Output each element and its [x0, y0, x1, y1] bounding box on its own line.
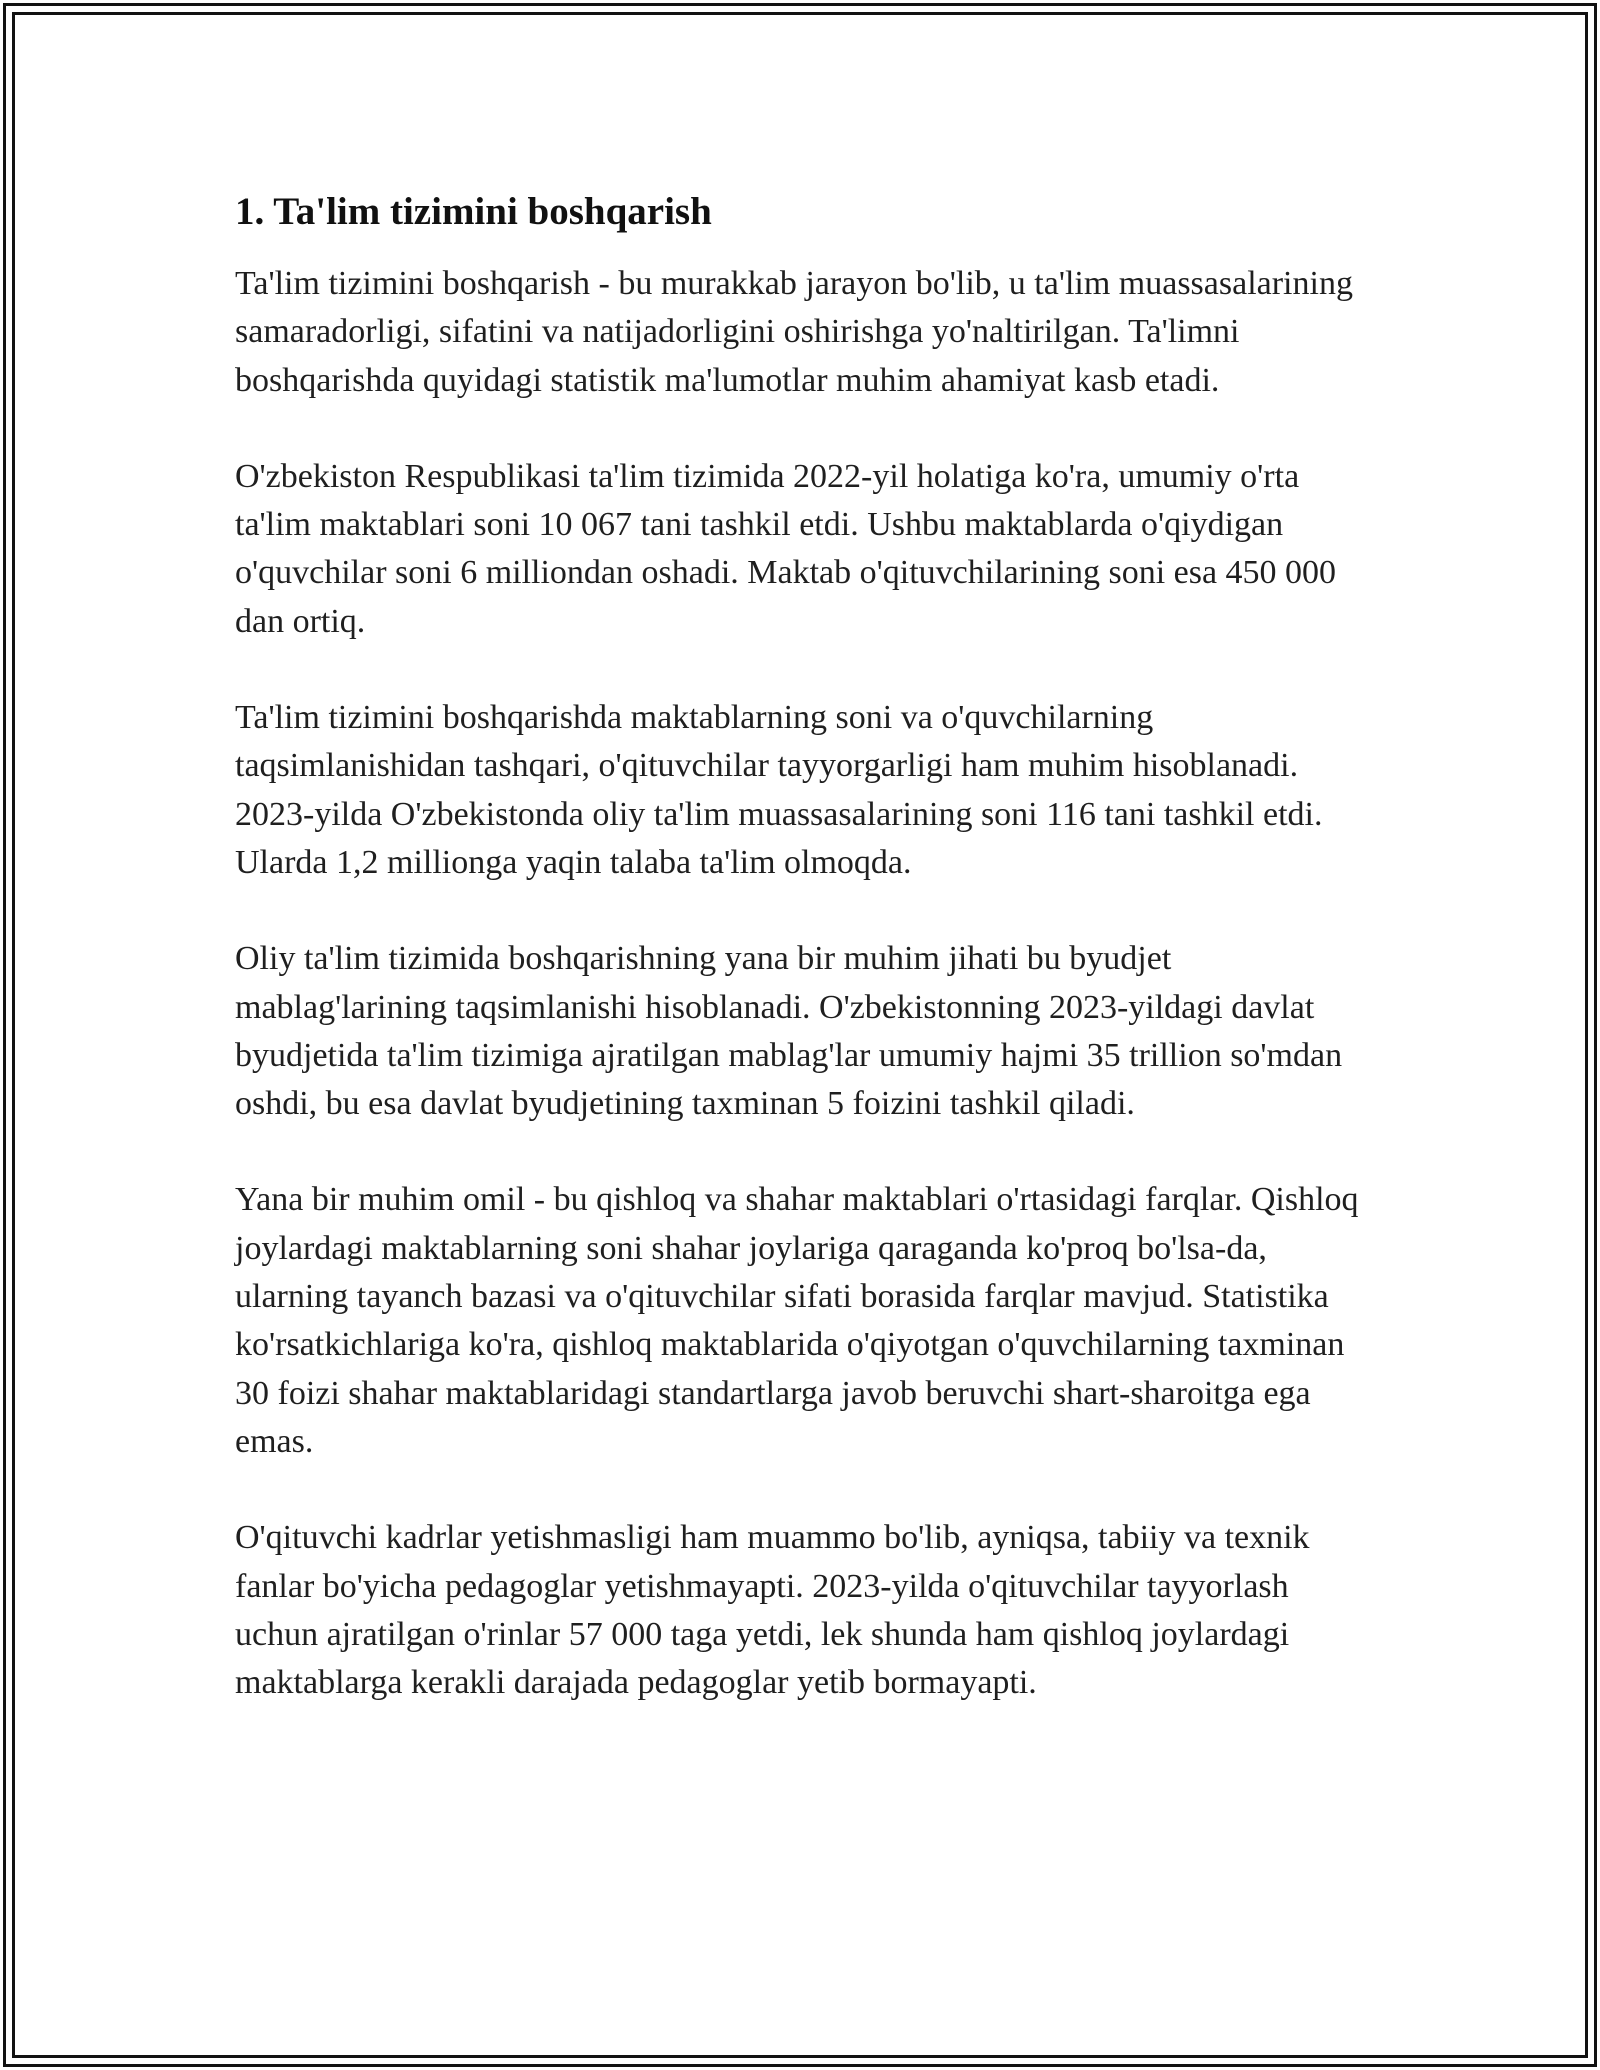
paragraph-rural-urban: Yana bir muhim omil - bu qishloq va shahar maktablari o'rtasidagi farqlar. Qishloq joylardagi maktablarning soni shahar joylariga qaraganda ko'proq bo'lsa-da, ularning tayanch bazasi va o'qituvchilar sifati borasida farqlar mavjud. Statistika ko'rsatkichlariga ko'ra, qishloq maktablarida o'qiyotgan o'quvchilarning taxminan 30 foizi shahar maktablaridagi standartlarga javob beruvchi shart-sharoitga ega emas.: [235, 1181, 1359, 1460]
paragraph-budget: Oliy ta'lim tizimida boshqarishning yana bir muhim jihati bu byudjet mablag'larining taqsimlanishi hisoblanadi. O'zbekistonning 2023-yildagi davlat byudjetida ta'lim tizimiga ajratilgan mablag'lar umumiy hajmi 35 trillion so'mdan oshdi, bu esa davlat byudjetining taxminan 5 foizini tashkil qiladi.: [235, 940, 1343, 1123]
paragraph-intro: Ta'lim tizimini boshqarish - bu murakkab jarayon bo'lib, u ta'lim muassasalarining samaradorligi, sifatini va natijadorligini oshirishga yo'naltirilgan. Ta'limni boshqarishda quyidagi statistik ma'lumotlar muhim ahamiyat kasb etadi.: [235, 265, 1353, 399]
paragraph-higher-education: Ta'lim tizimini boshqarishda maktablarning soni va o'quvchilarning taqsimlanishidan tashqari, o'qituvchilar tayyorgarligi ham muhim hisoblanadi. 2023-yilda O'zbekistonda oliy ta'lim muassasalarining soni 116 tani tashkil etdi. Ularda 1,2 millionga yaqin talaba ta'lim olmoqda.: [235, 699, 1323, 881]
paragraph-school-statistics: O'zbekiston Respublikasi ta'lim tizimida 2022-yil holatiga ko'ra, umumiy o'rta ta'lim maktablari soni 10 067 tani tashkil etdi. Ushbu maktablarda o'qiydigan o'quvchilar soni 6 milliondan oshadi. Maktab o'qituvchilarining soni esa 450 000 dan ortiq.: [235, 457, 1337, 640]
document-body: [235, 186, 1365, 1755]
paragraph-teacher-shortage: O'qituvchi kadrlar yetishmasligi ham muammo bo'lib, ayniqsa, tabiiy va texnik fanlar bo'yicha pedagoglar yetishmayapti. 2023-yilda o'qituvchilar tayyorlash uchun ajratilgan o'rinlar 57 000 taga yetdi, lek shunda ham qishloq joylardagi maktablarga kerakli darajada pedagoglar yetib bormayapti.: [235, 1519, 1310, 1702]
section-heading: 1. Ta'lim tizimini boshqarish: [235, 190, 712, 233]
